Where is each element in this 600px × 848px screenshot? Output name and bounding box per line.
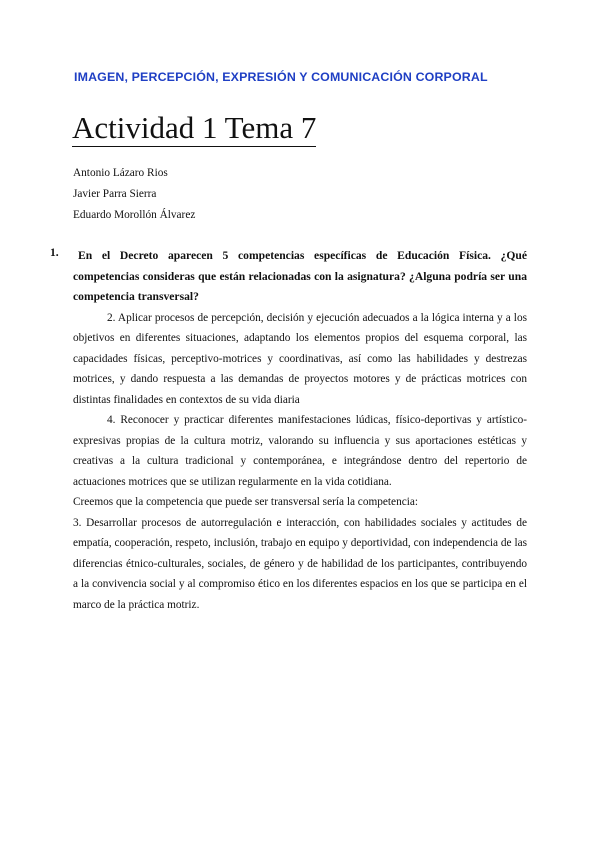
answer-body [73,308,527,616]
answer-paragraph-competence-4: 4. Reconocer y practicar diferentes manifestaciones lúdicas, físico-deportivas y artístico-expresivas propias de la cultura motriz, valorando su influencia y sus aportaciones estéticas y creativas a la cultura tradicional y contemporánea, e integrándose dentro del repertorio de actuaciones motrices que se utilizan regularmente en la vida cotidiana. [73,414,527,488]
author-list [73,163,195,226]
answer-paragraph-competence-2: 2. Aplicar procesos de percepción, decisión y ejecución adecuados a la lógica interna y a los objetivos en diferentes situaciones, adaptando los elementos propios del esquema corporal, las capacidades físicas, perceptivo-motrices y coordinativas, así como las habilidades y destrezas motrices, y dando respuesta a las demandas de proyectos motores y de prácticas motrices con distintas finalidades en contextos de su vida diaria [73,311,527,406]
answer-paragraph-transversal-intro: Creemos que la competencia que puede ser transversal sería la competencia: [73,496,419,508]
author-name: Antonio Lázaro Rios [73,167,168,179]
document-title: Actividad 1 Tema 7 [72,110,317,145]
header-title: IMAGEN, PERCEPCIÓN, EXPRESIÓN Y COMUNICACIÓN CORPORAL [74,70,488,84]
author-name: Eduardo Morollón Álvarez [73,209,196,221]
question-number: 1. [50,246,59,259]
question-section [50,246,527,615]
answer-paragraph-competence-3: 3. Desarrollar procesos de autorregulación e interacción, con habilidades sociales y actitudes de empatía, cooperación, respeto, inclusión, trabajo en equipo y deportividad, con independencia de las diferencias étnico-culturales, sociales, de género y de habilidad de los participantes, contribuyendo a la convivencia social y al compromiso ético en los diferentes espacios en los que se participa en el marco de la práctica motriz. [73,516,527,611]
question-text: En el Decreto aparecen 5 competencias específicas de Educación Física. ¿Qué competencias consideras que están relacionadas con la asignatura? ¿Alguna podría ser una competencia transversal? [73,249,527,303]
author-name: Javier Parra Sierra [73,188,157,200]
